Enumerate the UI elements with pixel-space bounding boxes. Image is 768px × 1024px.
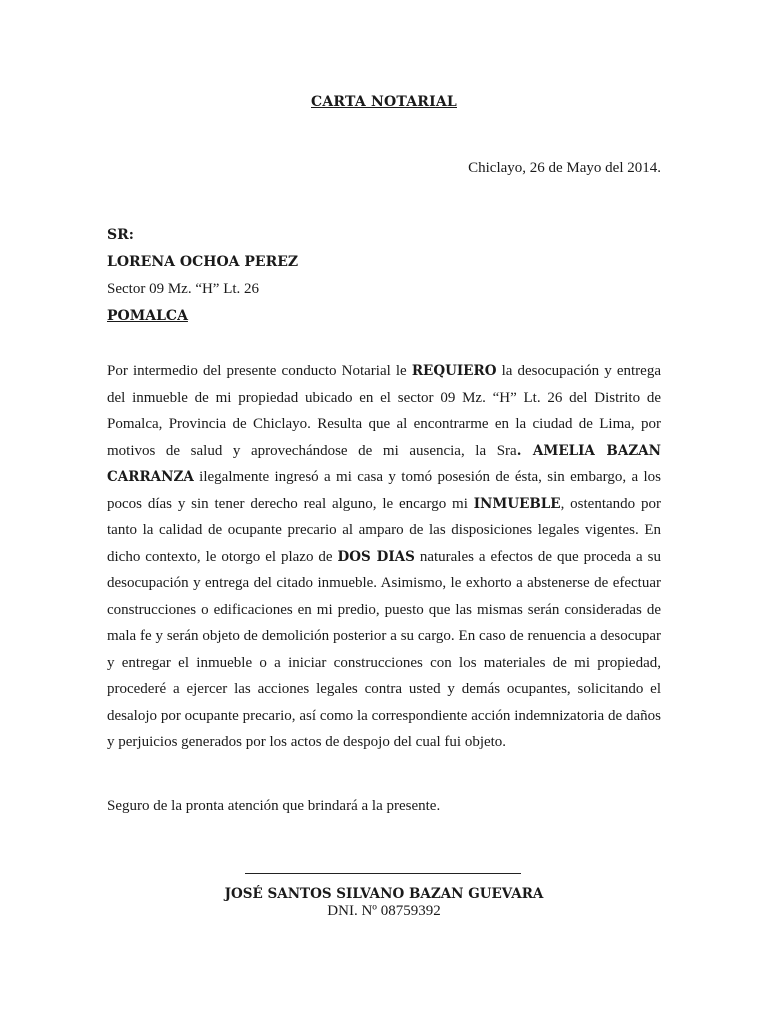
closing-line: Seguro de la pronta atención que brindará a la presente.	[107, 798, 441, 814]
body-text-2: la desocupación y entrega del inmueble de mi propiedad ubicado en el sector 09 Mz. “H” Lt. 26 del Distrito de Pomalca, Provincia de Chiclayo. Resulta que al encontrarme en la ciudad de Lima, por motivos de salud y aprovechándose de mi ausencia, la Sra	[107, 363, 661, 459]
body-bold-inmueble: INMUEBLE	[473, 495, 561, 512]
date-line: Chiclayo, 26 de Mayo del 2014.	[468, 160, 661, 176]
addressee-label: SR:	[107, 227, 134, 243]
body-bold-requiero: REQUIERO	[411, 363, 497, 379]
signature-line	[245, 873, 521, 874]
body-text-4: , ostentando por tanto la calidad de ocupante precario al amparo de las disposiciones legales vigentes. En dicho contexto, le otorgo el plazo de	[107, 495, 661, 565]
addressee-city: POMALCA	[107, 308, 188, 324]
signatory-name: JOSÉ SANTOS SILVANO BAZAN GUEVARA	[224, 886, 544, 902]
body-text-1: Por intermedio del presente conducto Notarial le	[107, 363, 412, 379]
addressee-block	[107, 227, 667, 335]
letter-body	[107, 358, 661, 756]
body-text-5: naturales a efectos de que proceda a su desocupación y entrega del citado inmueble. Asimismo, le exhorto a abstenerse de efectuar construcciones o edificaciones en mi predio, puesto que las mismas serán consideradas de mala fe y serán objeto de demolición posterior a su cargo. En caso de renuencia a desocupar y entregar el inmueble o a iniciar construcciones con los materiales de mi propiedad, procederé a ejercer las acciones legales contra usted y demás ocupantes, solicitando el desalojo por ocupante precario, así como la correspondiente acción indemnizatoria de daños y perjuicios generados por los actos de despojo del cual fui objeto.	[107, 548, 661, 750]
addressee-address: Sector 09 Mz. “H” Lt. 26	[107, 281, 260, 297]
addressee-name: LORENA OCHOA PEREZ	[107, 254, 299, 270]
body-bold-term: DOS DIAS	[337, 548, 415, 565]
body-text-3: ilegalmente ingresó a mi casa y tomó posesión de ésta, sin embargo, a los pocos días y sin tener derecho real alguno, le encargo mi	[107, 469, 661, 512]
signatory-dni: DNI. Nº 08759392	[327, 903, 441, 919]
letter-title: CARTA NOTARIAL	[311, 94, 457, 110]
body-bold-person-name: . AMELIA BAZAN CARRANZA	[107, 442, 661, 485]
